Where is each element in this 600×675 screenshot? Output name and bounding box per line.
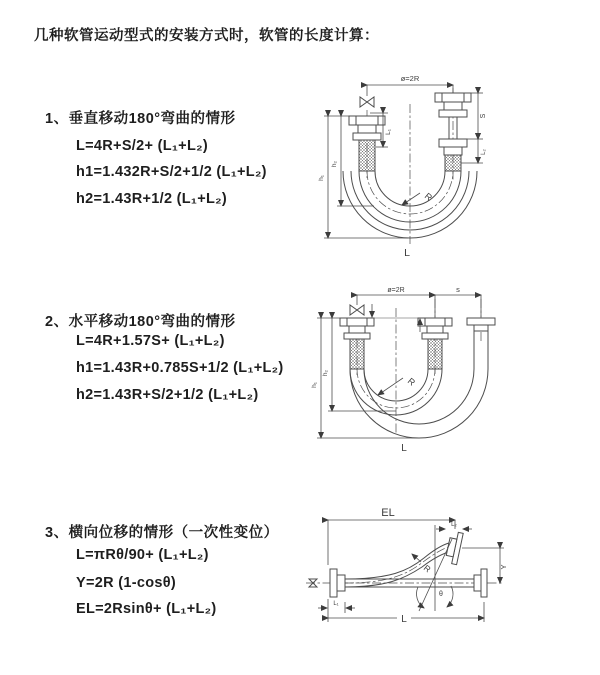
section-2-formula-L: L=4R+1.57S+ (L₁+L₂) [76, 333, 225, 349]
dim-label-L2: L₂ [451, 522, 457, 528]
right-flange [474, 569, 487, 597]
dimension-S-L2 [461, 93, 483, 163]
diagram-vertical-180-bend [310, 66, 600, 271]
left-flange [330, 569, 345, 597]
left-flange-pipe [340, 318, 374, 369]
section-1-heading: 1、垂直移动180°弯曲的情形 [45, 111, 236, 127]
section-2-heading: 2、水平移动180°弯曲的情形 [45, 314, 236, 330]
dim-label-s: s [456, 285, 460, 294]
radius-leader [412, 554, 421, 562]
section-3-heading: 3、横向位移的情形（一次性变位） [45, 525, 279, 541]
dim-label-R: R [422, 190, 435, 203]
section-3-formula-EL: EL=2Rsinθ+ (L₁+L₂) [76, 601, 217, 617]
dim-label-h2: h₂ [331, 160, 338, 168]
radius-leader [378, 378, 403, 395]
valve-icon [350, 305, 364, 315]
dim-label-L: L [404, 247, 410, 259]
right-flange-pipe [467, 318, 495, 369]
dim-label-span: ø=2R [387, 287, 405, 294]
dim-label-R: R [405, 375, 418, 388]
dimension-flange-face [364, 304, 427, 332]
diagram-horizontal-180-bend [308, 283, 600, 458]
dim-label-Y: Y [499, 564, 508, 570]
dim-label-L1: L₁ [333, 601, 339, 607]
dim-label-S: S [480, 113, 487, 119]
radius-leader [402, 193, 420, 205]
dim-label-L2: L₂ [481, 149, 487, 155]
section-2-formula-h1: h1=1.43R+0.785S+1/2 (L₁+L₂) [76, 360, 284, 376]
section-3-formula-Y: Y=2R (1-cosθ) [76, 575, 176, 591]
left-flange-pipe [349, 116, 385, 171]
dim-label-L: L [401, 614, 407, 625]
dim-label-h2: h₂ [322, 369, 329, 377]
dim-label-span: ø=2R [400, 74, 420, 83]
section-1-formula-L: L=4R+S/2+ (L₁+L₂) [76, 138, 208, 154]
angle-construction [417, 525, 453, 611]
dimension-EL [328, 520, 455, 565]
dim-label-L: L [401, 443, 407, 454]
hose-s-curve [345, 543, 452, 587]
section-2-formula-h2: h2=1.43R+S/2+1/2 (L₁+L₂) [76, 387, 259, 403]
section-3-formula-L: L=πRθ/90+ (L₁+L₂) [76, 547, 209, 563]
dim-label-h1: h₁ [311, 382, 318, 388]
right-flange-pipe [435, 93, 471, 171]
section-1-formula-h2: h2=1.43R+1/2 (L₁+L₂) [76, 191, 228, 207]
dim-label-theta: θ [439, 591, 443, 598]
dim-label-h1: h₁ [318, 175, 325, 181]
dim-label-R: R [421, 562, 433, 575]
dim-label-EL: EL [381, 507, 395, 519]
dimension-span-s [357, 295, 481, 317]
diagram-lateral-displacement [298, 503, 600, 653]
section-1-formula-h1: h1=1.432R+S/2+1/2 (L₁+L₂) [76, 164, 267, 180]
dim-label-L1: L₁ [385, 129, 392, 135]
hose-curves [350, 369, 488, 438]
middle-flange-pipe [418, 318, 452, 369]
valve-icon [360, 97, 374, 107]
page-title: 几种软管运动型式的安装方式时，软管的长度计算： [34, 28, 379, 44]
